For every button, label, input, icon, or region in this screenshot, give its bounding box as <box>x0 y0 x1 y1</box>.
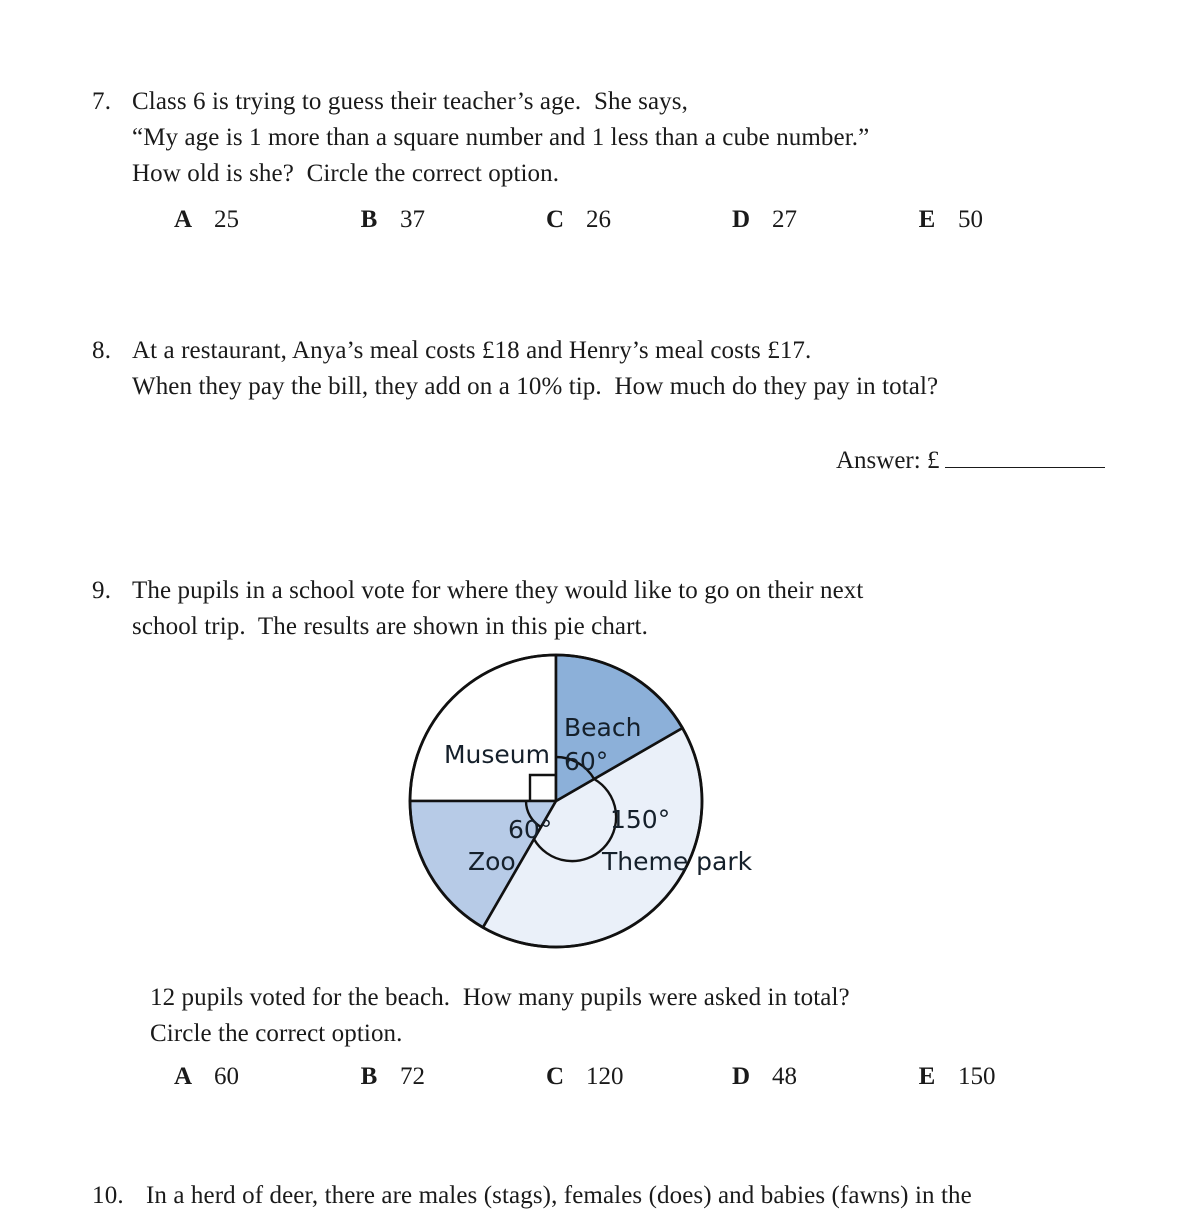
option-letter: C <box>545 206 565 233</box>
question-8-text <box>132 333 1160 405</box>
question-10 <box>80 1178 1170 1214</box>
option-letter: E <box>918 1063 936 1090</box>
question-10-text <box>146 1178 1170 1214</box>
question-9-option-d[interactable] <box>728 1060 914 1094</box>
option-letter: B <box>360 1063 378 1090</box>
question-9-option-c[interactable] <box>542 1060 728 1094</box>
pie-chart-svg <box>392 638 753 964</box>
question-7-option-c[interactable] <box>542 203 728 237</box>
option-value: 27 <box>772 206 797 233</box>
question-7-option-b[interactable] <box>356 203 542 237</box>
option-letter: B <box>360 206 378 233</box>
pie-chart-figure <box>392 638 753 964</box>
question-9 <box>80 573 1080 645</box>
answer-label: Answer: £ <box>836 447 940 474</box>
question-9-number: 9. <box>92 577 112 604</box>
pie-angle-theme-park: 150° <box>610 805 671 834</box>
question-10-number: 10. <box>92 1182 124 1209</box>
question-9-line-1: The pupils in a school vote for where they would like to go on their next <box>132 577 864 604</box>
question-9-option-a[interactable] <box>170 1060 356 1094</box>
question-7-option-d[interactable] <box>728 203 914 237</box>
option-value: 26 <box>586 206 611 233</box>
question-7-line-1: Class 6 is trying to guess their teacher’s age. She says, <box>132 88 688 115</box>
pie-label-zoo: Zoo <box>468 847 516 876</box>
question-9-text <box>132 573 1080 645</box>
option-value: 150 <box>958 1063 996 1090</box>
question-8-number: 8. <box>92 337 112 364</box>
question-7-number: 7. <box>92 88 112 115</box>
pie-label-museum: Museum <box>443 740 550 769</box>
question-9-option-b[interactable] <box>356 1060 542 1094</box>
question-7-line-3: How old is she? Circle the correct option. <box>132 160 560 187</box>
option-letter: D <box>731 1063 751 1090</box>
option-value: 120 <box>586 1063 624 1090</box>
option-letter: C <box>545 1063 565 1090</box>
pie-label-theme-park: Theme park <box>602 847 753 876</box>
question-7-text <box>132 84 1140 192</box>
question-9-option-e[interactable] <box>914 1060 996 1094</box>
question-8-line-1: At a restaurant, Anya’s meal costs £18 and Henry’s meal costs £17. <box>132 337 812 364</box>
question-8-answer-row <box>836 444 1105 478</box>
question-7-line-2: “My age is 1 more than a square number and 1 less than a cube number.” <box>132 124 870 151</box>
question-9-followup <box>150 980 1130 1052</box>
question-7-option-e[interactable] <box>914 203 983 237</box>
pie-label-beach: Beach <box>564 713 642 742</box>
option-value: 60 <box>214 1063 239 1090</box>
option-letter: A <box>173 1063 193 1090</box>
question-9-options <box>170 1060 1050 1094</box>
question-8-line-2: When they pay the bill, they add on a 10% tip. How much do they pay in total? <box>132 373 939 400</box>
question-7-option-a[interactable] <box>170 203 356 237</box>
pie-angle-beach: 60° <box>564 747 609 776</box>
option-letter: E <box>918 206 936 233</box>
option-letter: D <box>731 206 751 233</box>
question-8 <box>80 333 1160 405</box>
pie-slice-museum <box>410 655 556 801</box>
question-7-options <box>170 203 1040 237</box>
option-value: 25 <box>214 206 239 233</box>
question-9-followup-line-2: Circle the correct option. <box>150 1020 403 1047</box>
option-value: 48 <box>772 1063 797 1090</box>
option-value: 72 <box>400 1063 425 1090</box>
pie-angle-zoo: 60° <box>508 815 553 844</box>
option-letter: A <box>173 206 193 233</box>
question-9-followup-line-1: 12 pupils voted for the beach. How many pupils were asked in total? <box>150 984 850 1011</box>
question-10-line-1: In a herd of deer, there are males (stags), females (does) and babies (fawns) in the <box>146 1182 972 1209</box>
option-value: 37 <box>400 206 425 233</box>
answer-blank-line[interactable] <box>945 445 1105 468</box>
question-9-line-2: school trip. The results are shown in this pie chart. <box>132 613 648 640</box>
question-7 <box>80 84 1140 192</box>
option-value: 50 <box>958 206 983 233</box>
